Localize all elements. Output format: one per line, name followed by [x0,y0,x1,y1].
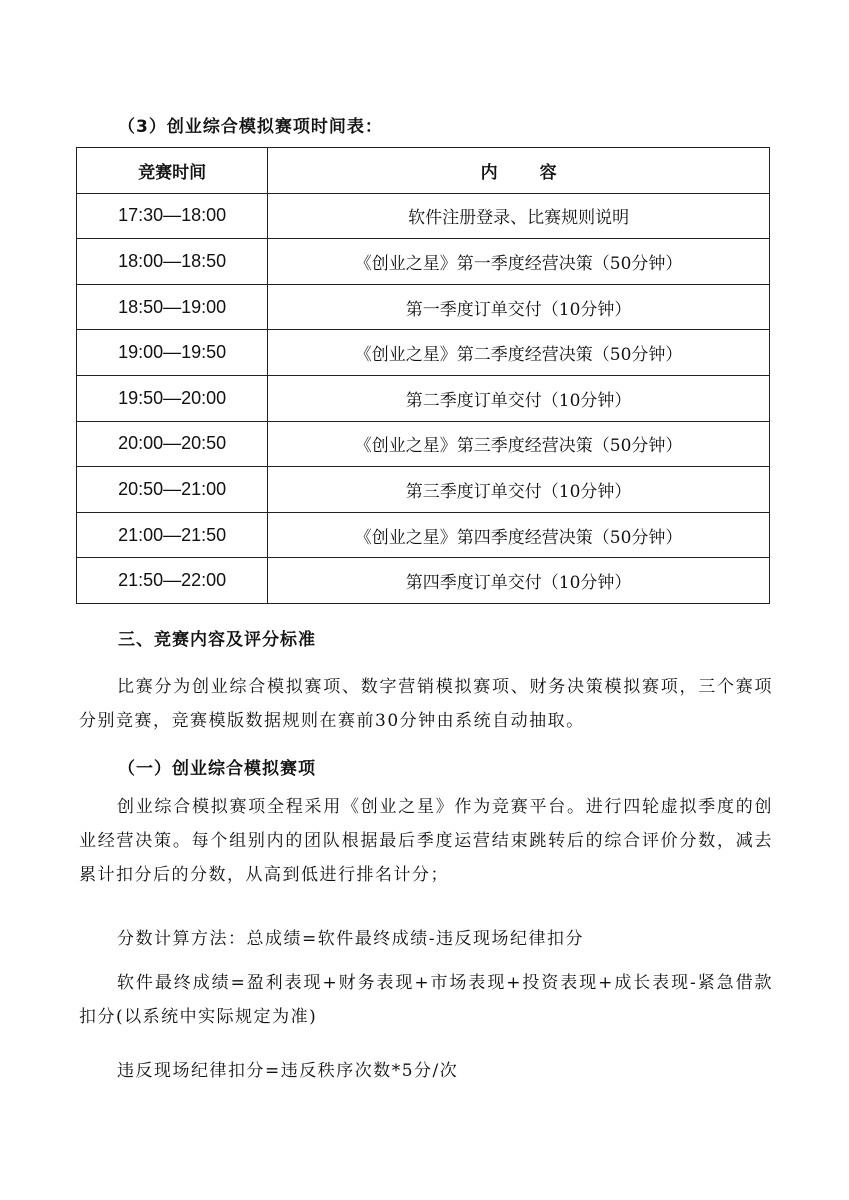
formula-total: 分数计算方法：总成绩=软件最终成绩-违反现场纪律扣分 [117,929,584,949]
row-content: 第一季度订单交付（10分钟） [268,284,770,330]
row-time: 17:30—18:00 [77,193,268,239]
table-row [77,467,770,513]
row-time: 19:50—20:00 [77,375,268,421]
table-row [77,193,770,239]
table-row [77,284,770,330]
row-content: 软件注册登录、比赛规则说明 [268,193,770,239]
header-content-label: 内 容 [480,162,575,183]
row-content: 第三季度订单交付（10分钟） [268,467,770,513]
row-time: 20:50—21:00 [77,467,268,513]
row-content: 《创业之星》第一季度经营决策（50分钟） [268,239,770,285]
row-time: 19:00—19:50 [77,330,268,376]
table-row [77,558,770,604]
table-row [77,375,770,421]
formula-penalty: 违反现场纪律扣分=违反秩序次数*5分/次 [117,1061,459,1081]
row-content: 《创业之星》第四季度经营决策（50分钟） [268,512,770,558]
formula-software: 软件最终成绩=盈利表现+财务表现+市场表现+投资表现+成长表现-紧急借款扣分(以系统中实际规定为准) [79,973,773,1027]
header-content [268,148,770,194]
table-row [77,239,770,285]
row-time: 18:00—18:50 [77,239,268,285]
row-content: 第四季度订单交付（10分钟） [268,558,770,604]
row-time: 20:00—20:50 [77,421,268,467]
schedule-table [76,147,770,604]
section-title: 三、竞赛内容及评分标准 [118,630,316,650]
row-time: 18:50—19:00 [77,284,268,330]
row-time: 21:50—22:00 [77,558,268,604]
table-row [77,421,770,467]
row-content: 《创业之星》第二季度经营决策（50分钟） [268,330,770,376]
sub-section-title: （一）创业综合模拟赛项 [118,759,316,779]
table-row [77,512,770,558]
table-header-row [77,148,770,194]
row-time: 21:00—21:50 [77,512,268,558]
body-paragraph: 创业综合模拟赛项全程采用《创业之星》作为竞赛平台。进行四轮虚拟季度的创业经营决策。每个组别内的团队根据最后季度运营结束跳转后的综合评价分数，减去累计扣分后的分数，从高到低进行排名计分； [79,797,773,885]
header-time: 竞赛时间 [77,148,268,194]
row-content: 第二季度订单交付（10分钟） [268,375,770,421]
row-content: 《创业之星》第三季度经营决策（50分钟） [268,421,770,467]
schedule-heading: （3）创业综合模拟赛项时间表： [118,117,383,137]
intro-paragraph: 比赛分为创业综合模拟赛项、数字营销模拟赛项、财务决策模拟赛项，三个赛项分别竞赛，竞赛模版数据规则在赛前30分钟由系统自动抽取。 [79,677,773,731]
table-row [77,330,770,376]
